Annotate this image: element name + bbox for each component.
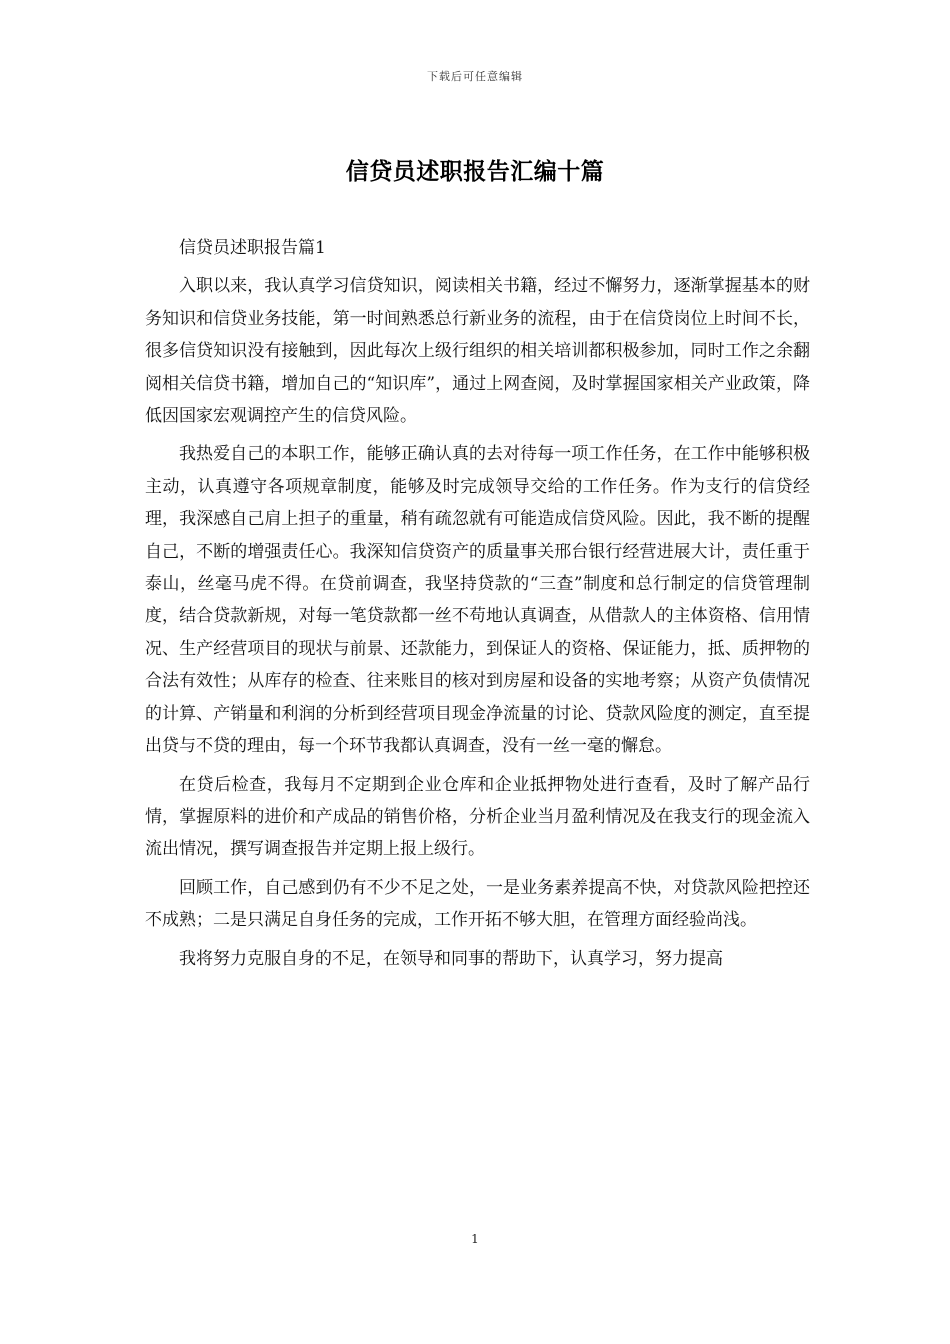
body-paragraph: 在贷后检查，我每月不定期到企业仓库和企业抵押物处进行查看，及时了解产品行情，掌握原料的进价和产成品的销售价格，分析企业当月盈利情况及在我支行的现金流入流出情况，撰写调查报告并定期上报上级行。 [145, 774, 810, 860]
document-title: 信贷员述职报告汇编十篇 [345, 158, 605, 185]
section-heading: 信贷员述职报告篇1 [179, 238, 326, 258]
document-body [145, 232, 810, 975]
header-note: 下载后可任意编辑 [427, 70, 523, 83]
page-number: 1 [471, 1232, 479, 1246]
body-paragraph: 我热爱自己的本职工作，能够正确认真的去对待每一项工作任务，在工作中能够积极主动，认真遵守各项规章制度，能够及时完成领导交给的工作任务。作为支行的信贷经理，我深感自己肩上担子的重量，稍有疏忽就有可能造成信贷风险。因此，我不断的提醒自己，不断的增强责任心。我深知信贷资产的质量事关邢台银行经营进展大计，责任重于泰山，丝毫马虎不得。在贷前调查，我坚持贷款的“三查”制度和总行制定的信贷管理制度，结合贷款新规，对每一笔贷款都一丝不苟地认真调查，从借款人的主体资格、信用情况、生产经营项目的现状与前景、还款能力，到保证人的资格、保证能力，抵、质押物的合法有效性；从库存的检查、往来账目的核对到房屋和设备的实地考察；从资产负债情况的计算、产销量和利润的分析到经营项目现金净流量的讨论、贷款风险度的测定，直至提出贷与不贷的理由，每一个环节我都认真调查，没有一丝一毫的懈怠。 [145, 444, 810, 757]
body-paragraph: 我将努力克服自身的不足，在领导和同事的帮助下，认真学习，努力提高 [179, 948, 723, 969]
body-paragraph: 回顾工作，自己感到仍有不少不足之处，一是业务素养提高不快，对贷款风险把控还不成熟；二是只满足自身任务的完成，工作开拓不够大胆，在管理方面经验尚浅。 [145, 877, 810, 931]
body-paragraph: 入职以来，我认真学习信贷知识，阅读相关书籍，经过不懈努力，逐渐掌握基本的财务知识和信贷业务技能，第一时间熟悉总行新业务的流程，由于在信贷岗位上时间不长，很多信贷知识没有接触到，因此每次上级行组织的相关培训都积极参加，同时工作之余翻阅相关信贷书籍，增加自己的“知识库”，通过上网查阅，及时掌握国家相关产业政策，降低因国家宏观调控产生的信贷风险。 [145, 276, 810, 427]
